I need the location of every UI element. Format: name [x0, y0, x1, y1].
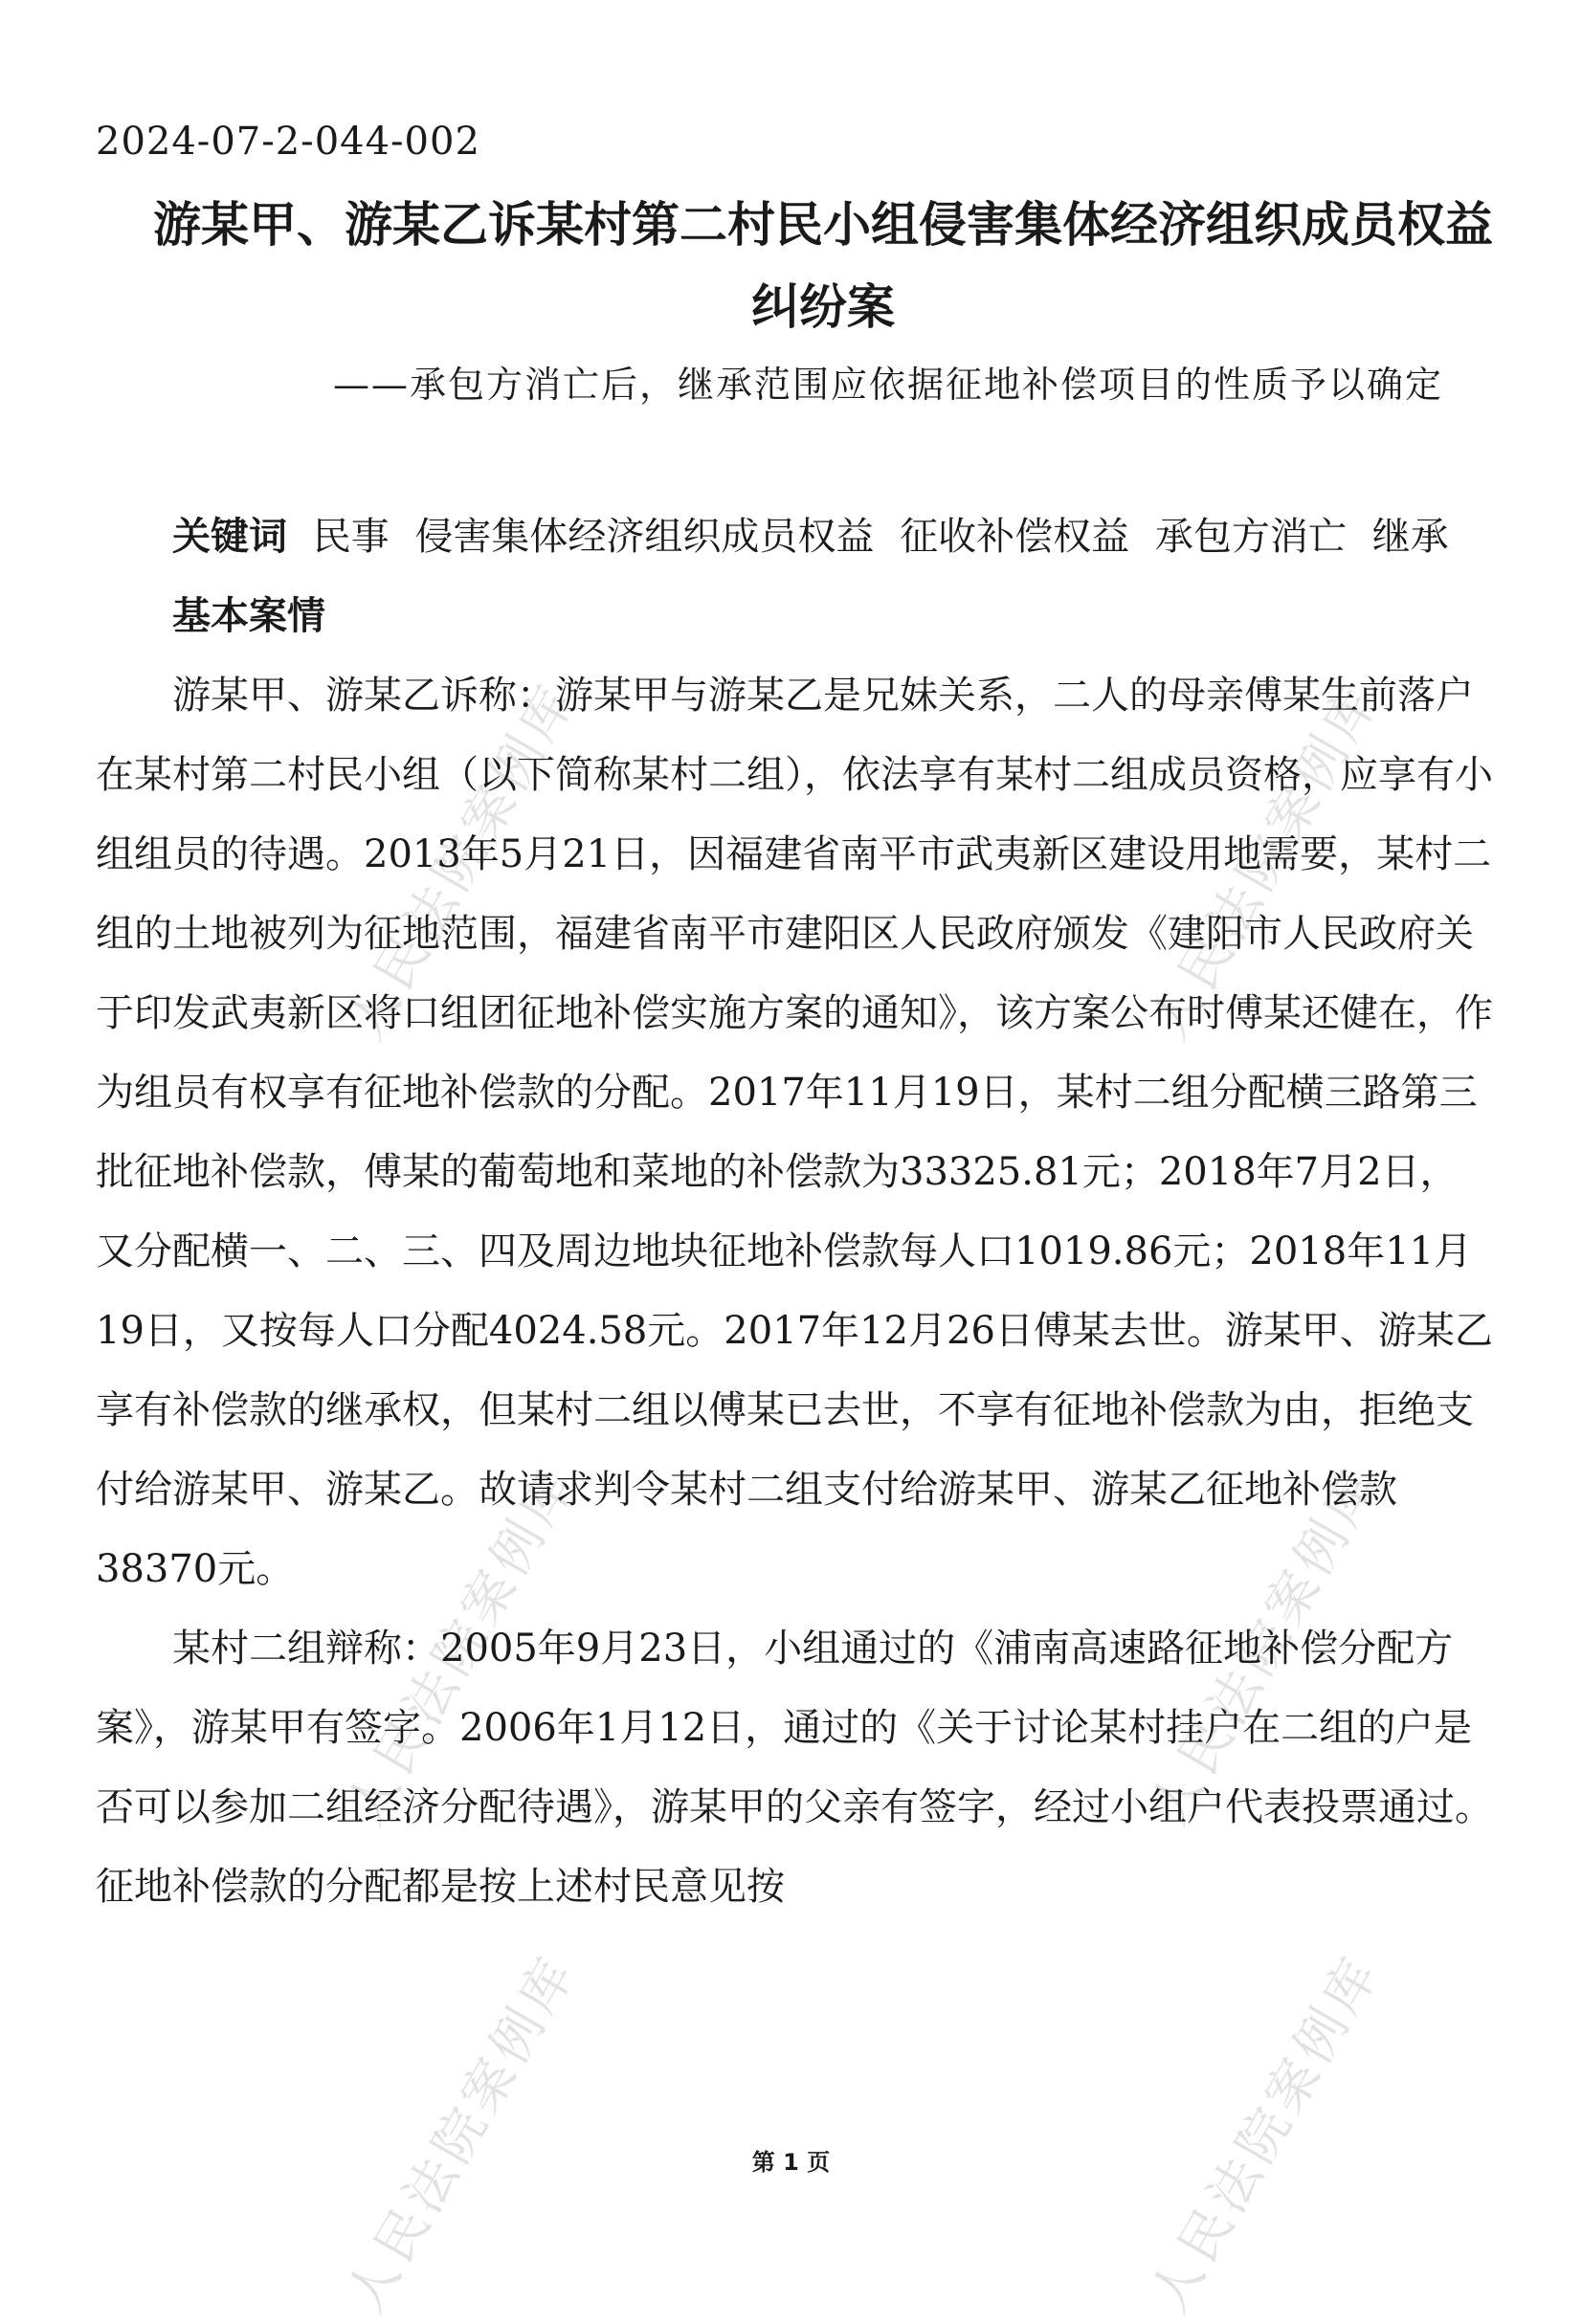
- keyword: 征收补偿权益: [900, 515, 1130, 559]
- keyword: 侵害集体经济组织成员权益: [414, 515, 875, 559]
- watermark: 人民法院案例库: [1138, 1943, 1393, 2322]
- document-body: [96, 498, 1493, 1927]
- keywords-label: 关键词: [172, 515, 287, 559]
- watermark: 人民法院案例库: [334, 671, 589, 1050]
- document-subtitle: ——承包方消亡后，继承范围应依据征地补偿项目的性质予以确定: [332, 364, 1443, 406]
- keywords-line: [96, 498, 1493, 577]
- watermark: 人民法院案例库: [334, 1943, 589, 2322]
- section-heading: 基本案情: [172, 594, 325, 638]
- document-title: 游某甲、游某乙诉某村第二村民小组侵害集体经济组织成员权益纠纷案: [153, 196, 1493, 335]
- watermark: 人民法院案例库: [1138, 1455, 1393, 1834]
- body-paragraph: 某村二组辩称：2005年9月23日，小组通过的《浦南高速路征地补偿分配方案》，游某甲有签字。2006年1月12日，通过的《关于讨论某村挂户在二组的户是否可以参加二组经济分配待遇》，游某甲的父亲有签字，经过小组户代表投票通过。征地补偿款的分配都是按上述村民意见按: [96, 1627, 1493, 1909]
- keyword: 继承: [1371, 515, 1449, 559]
- body-paragraph: 游某甲、游某乙诉称：游某甲与游某乙是兄妹关系，二人的母亲傅某生前落户在某村第二村民小组（以下简称某村二组），依法享有某村二组成员资格，应享有小组组员的待遇。2013年5月21日，因福建省南平市武夷新区建设用地需要，某村二组的土地被列为征地范围，福建省南平市建阳区人民政府颁发《建阳市人民政府关于印发武夷新区将口组团征地补偿实施方案的通知》，该方案公布时傅某还健在，作为组员有权享有征地补偿款的分配。2017年11月19日，某村二组分配横三路第三批征地补偿款，傅某的葡萄地和菜地的补偿款为33325.81元；2018年7月2日，又分配横一、二、三、四及周边地块征地补偿款每人口1019.86元；2018年11月19日，又按每人口分配4024.58元。2017年12月26日傅某去世。游某甲、游某乙享有补偿款的继承权，但某村二组以傅某已去世，不享有征地补偿款为由，拒绝支付给游某甲、游某乙。故请求判令某村二组支付给游某甲、游某乙征地补偿款38370元。: [96, 674, 1493, 1591]
- keyword: 民事: [312, 515, 390, 559]
- watermark: 人民法院案例库: [334, 1455, 589, 1834]
- case-number: 2024-07-2-044-002: [96, 120, 480, 164]
- watermark: 人民法院案例库: [1138, 671, 1393, 1050]
- keyword: 承包方消亡: [1154, 515, 1347, 559]
- page-number: 第 1 页: [751, 2149, 831, 2176]
